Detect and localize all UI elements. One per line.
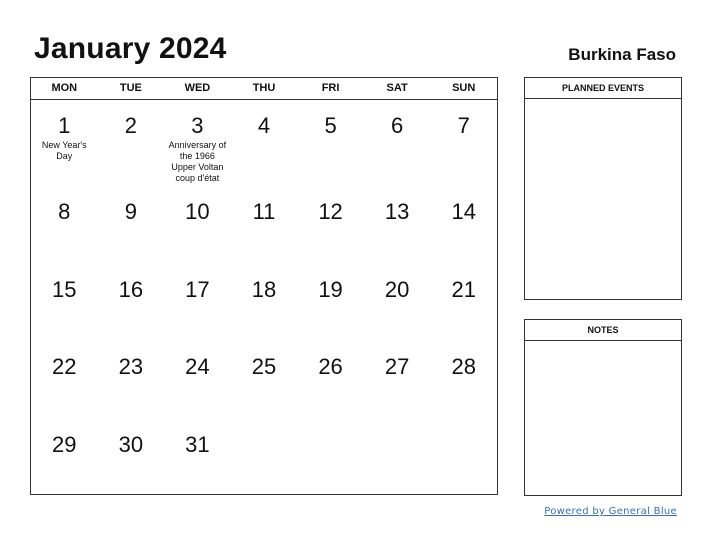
day-number: 30	[118, 432, 144, 457]
day-cell[interactable]	[297, 186, 364, 264]
day-number: 15	[52, 277, 77, 302]
weekday-sun: SUN	[452, 82, 476, 94]
day-number: 16	[118, 277, 144, 302]
day-cell[interactable]	[31, 100, 98, 186]
day-number: 20	[384, 277, 410, 302]
day-cell[interactable]	[31, 186, 98, 264]
day-number: 3	[191, 113, 204, 138]
day-cell[interactable]	[164, 341, 231, 419]
weekday-tue: TUE	[119, 82, 142, 94]
day-cell[interactable]	[164, 100, 231, 186]
day-number: 5	[324, 113, 337, 138]
day-cell[interactable]	[98, 264, 165, 341]
weekday-header	[31, 78, 497, 100]
day-cell[interactable]	[231, 264, 298, 341]
day-number: 29	[52, 432, 77, 457]
planned-events-title: PLANNED EVENTS	[525, 78, 681, 99]
weekday-sat: SAT	[386, 82, 408, 94]
day-number: 22	[52, 354, 77, 379]
day-number: 10	[185, 199, 210, 224]
day-number: 11	[252, 199, 276, 224]
weekday-wed: WED	[184, 82, 211, 94]
day-cell[interactable]	[297, 264, 364, 341]
day-number: 18	[251, 277, 277, 302]
day-number: 6	[391, 113, 404, 138]
page-title: January 2024	[34, 32, 227, 65]
day-number: 23	[118, 354, 144, 379]
day-cell[interactable]	[231, 341, 298, 419]
day-cell[interactable]	[364, 419, 431, 495]
day-number: 14	[451, 199, 476, 224]
calendar-days	[31, 100, 497, 495]
day-number: 8	[58, 199, 71, 224]
day-cell[interactable]	[31, 341, 98, 419]
day-cell[interactable]	[297, 419, 364, 495]
day-cell[interactable]	[231, 100, 298, 186]
calendar-grid	[30, 77, 498, 495]
day-cell[interactable]	[364, 264, 431, 341]
day-cell[interactable]	[31, 264, 98, 341]
day-number: 2	[124, 113, 137, 138]
day-cell[interactable]	[430, 264, 497, 341]
day-number: 4	[257, 113, 271, 138]
day-number: 13	[384, 199, 410, 224]
day-cell[interactable]	[164, 419, 231, 495]
weekday-thu: THU	[252, 82, 276, 94]
day-number: 9	[124, 199, 137, 224]
day-cell[interactable]	[98, 100, 165, 186]
day-cell[interactable]	[430, 186, 497, 264]
day-cell[interactable]	[364, 341, 431, 419]
day-cell[interactable]	[231, 186, 298, 264]
day-cell[interactable]	[297, 100, 364, 186]
day-cell[interactable]	[98, 419, 165, 495]
day-cell[interactable]	[231, 419, 298, 495]
day-cell[interactable]	[297, 341, 364, 419]
holiday-label: New Year's Day	[41, 140, 87, 161]
day-cell[interactable]	[98, 341, 165, 419]
day-cell[interactable]	[364, 186, 431, 264]
notes-box[interactable]	[524, 319, 682, 496]
day-number: 19	[318, 277, 343, 302]
day-cell[interactable]	[98, 186, 165, 264]
country-label: Burkina Faso	[568, 45, 676, 64]
day-number: 31	[185, 432, 210, 457]
day-number: 28	[451, 354, 476, 379]
day-number: 7	[457, 113, 470, 138]
day-number: 1	[58, 113, 71, 138]
day-number: 26	[318, 354, 343, 379]
day-number: 25	[251, 354, 277, 379]
weekday-mon: MON	[51, 82, 78, 94]
day-number: 21	[451, 277, 476, 302]
day-number: 17	[185, 277, 210, 302]
powered-by-link[interactable]: Powered by General Blue	[544, 506, 677, 517]
notes-title: NOTES	[525, 320, 681, 341]
day-cell[interactable]	[31, 419, 98, 495]
day-cell[interactable]	[430, 341, 497, 419]
day-number: 12	[318, 199, 343, 224]
day-number: 27	[384, 354, 410, 379]
day-cell[interactable]	[430, 100, 497, 186]
day-number: 24	[185, 354, 210, 379]
holiday-label: Anniversary of the 1966 Upper Voltan coup d'état	[168, 140, 227, 183]
planned-events-box[interactable]	[524, 77, 682, 300]
day-cell[interactable]	[164, 264, 231, 341]
day-cell[interactable]	[364, 100, 431, 186]
day-cell[interactable]	[164, 186, 231, 264]
day-cell[interactable]	[430, 419, 497, 495]
weekday-fri: FRI	[321, 82, 340, 94]
